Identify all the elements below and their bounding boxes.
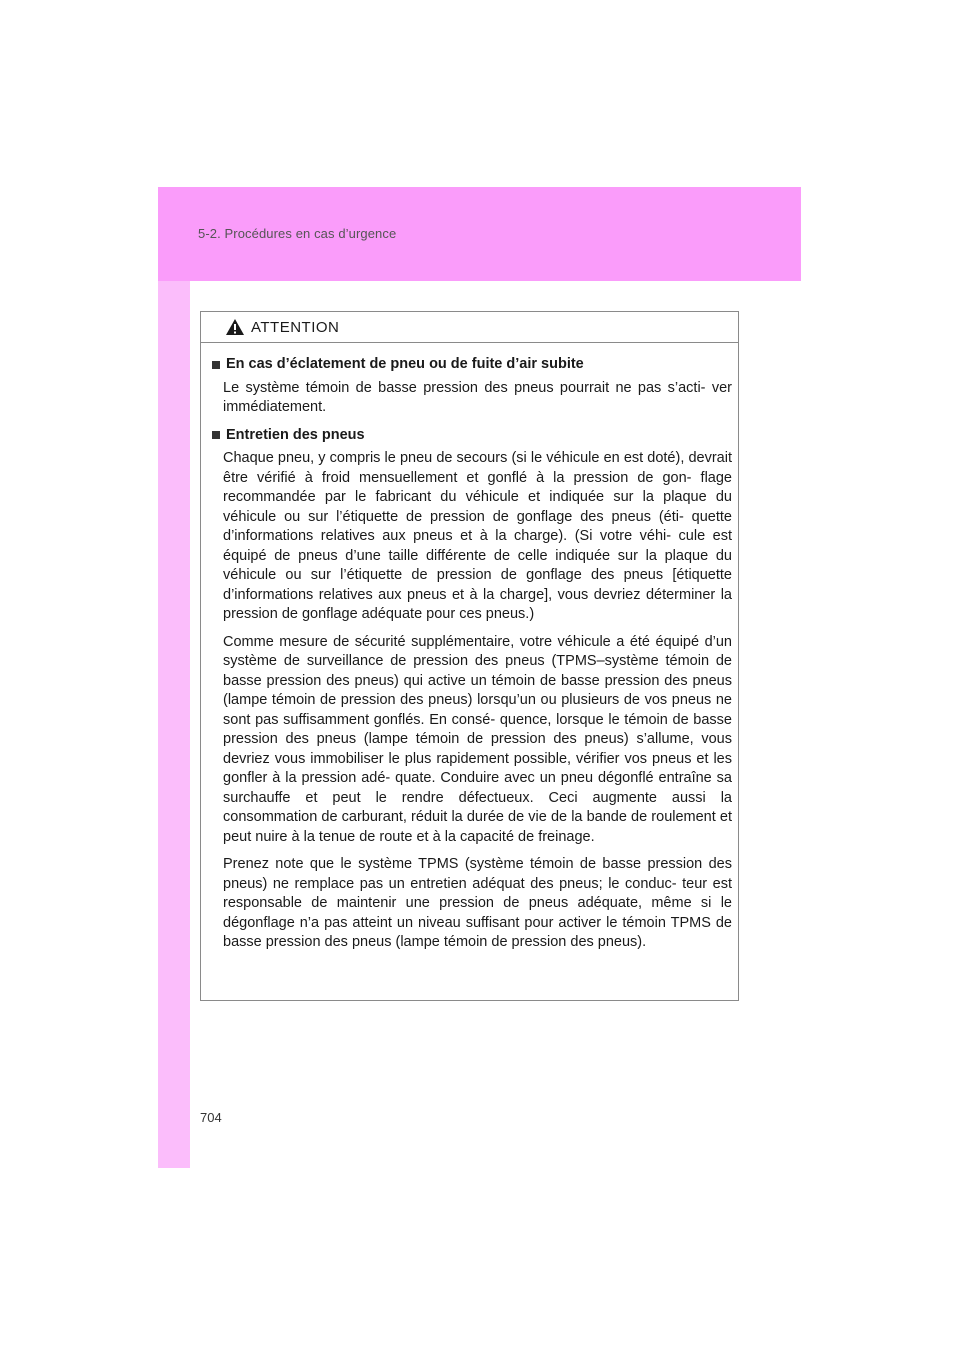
heading-text: Entretien des pneus: [226, 426, 365, 443]
paragraph: Prenez note que le système TPMS (système témoin de basse pression des pneus) ne remplace pas un entretien adéquat des pneus; le conduc- teur est responsable de maintenir une pression de pneus adéquate, même si le dégonflage n’a pas atteint un niveau suffisant pour activer le témoin TPMS de basse pression des pneus (lampe témoin de pression des pneus).: [223, 856, 732, 950]
page-number: 704: [200, 1110, 222, 1125]
section-heading-tire-maintenance: [212, 426, 732, 446]
caution-title: ATTENTION: [251, 318, 340, 336]
paragraph: Le système témoin de basse pression des pneus pourrait ne pas s’acti- ver immédiatement.: [223, 379, 732, 415]
caution-header: [201, 312, 738, 343]
section-title: 5-2. Procédures en cas d’urgence: [198, 226, 397, 241]
square-bullet-icon: [212, 431, 220, 439]
heading-text: En cas d’éclatement de pneu ou de fuite d’air subite: [226, 356, 584, 372]
paragraph: Comme mesure de sécurité supplémentaire, votre véhicule a été équipé d’un système de surveillance de pression des pneus (TPMS–système témoin de basse pression des pneus) qui active un témoin de basse pression des pneus (lampe témoin de pression des pneus) lorsqu’un ou plusieurs de vos pneus ne sont pas suffisamment gonflés. En consé- quence, lorsque le témoin de basse pression des pneus (lampe témoin de pression des pneus) s’allume, vous devriez vous immobiliser le plus rapidement possible, vérifier vos pneus et les gonfler à la pression adé- quate. Conduire avec un pneu dégonflé entraîne sa surchauffe et peut le rendre défectueux. Ceci augmente aussi la consommation de carburant, réduit la durée de vie de la bande de roulement et peut nuire à la tenue de route et à la capacité de freinage.: [223, 633, 732, 845]
caution-body: [201, 343, 738, 953]
caution-box: [200, 311, 739, 1001]
section-heading-tire-burst: [212, 355, 732, 375]
square-bullet-icon: [212, 361, 220, 369]
warning-triangle-icon: [225, 318, 245, 336]
paragraph: Chaque pneu, y compris le pneu de secours (si le véhicule en est doté), devrait être vérifié à froid mensuellement et gonflé à la pression de gon- flage recommandée par le fabricant du véhicule et indiquée sur la plaque du véhicule ou sur l’étiquette de pression de gonflage des pneus (éti- quette d’informations relatives aux pneus et à la charge). (Si votre véhi- cule est équipé de pneus d’une taille différente de celle indiquée sur la plaque du véhicule ou sur l’étiquette de pression de gonflage des pneus [étiquette d’informations relatives aux pneus et à la charge], vous devriez déterminer la pression de gonflage adéquate pour ces pneus.): [223, 450, 732, 622]
